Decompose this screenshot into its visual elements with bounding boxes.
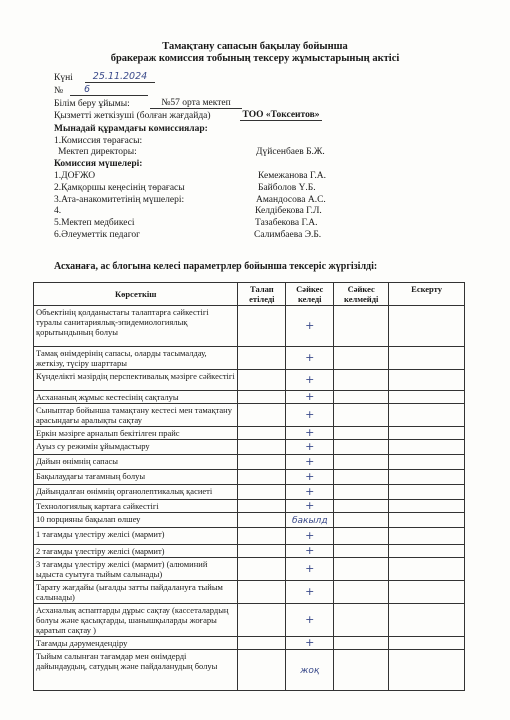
- number-value[interactable]: 6: [70, 84, 148, 96]
- row-label: Ауыз су режимін ұйымдастыру: [34, 440, 238, 455]
- cell-compliant[interactable]: +: [286, 545, 334, 558]
- date-label: Күні: [54, 73, 73, 83]
- cell-compliant[interactable]: +: [286, 500, 334, 513]
- table-row: [34, 558, 465, 581]
- header-required: Талап етіледі: [238, 283, 286, 306]
- cell-compliant[interactable]: +: [286, 637, 334, 650]
- member-name: Кемежанова Г.А.: [258, 171, 327, 181]
- cell-compliant[interactable]: [286, 650, 334, 691]
- cell-required[interactable]: [238, 558, 286, 581]
- row-label: 2 тағамды үлестіру желісі (мармит): [34, 545, 238, 558]
- table-row: [34, 470, 465, 485]
- handwritten-mark: бакылд: [291, 515, 328, 526]
- member-name: Байболов Ү.Б.: [258, 183, 316, 193]
- members-heading: Комиссия мүшелері:: [54, 159, 143, 169]
- cell-note[interactable]: [389, 485, 465, 500]
- row-label: Тағамды дәрумендендіру: [34, 637, 238, 650]
- member-role: 3.Ата-анакомитетінің мүшелері:: [54, 195, 185, 205]
- cell-noncompliant[interactable]: [334, 604, 389, 637]
- table-row: [34, 440, 465, 455]
- cell-noncompliant[interactable]: [334, 650, 389, 691]
- cell-noncompliant[interactable]: [334, 581, 389, 604]
- table-row: [34, 347, 465, 370]
- cell-compliant[interactable]: +: [286, 404, 334, 427]
- cell-required[interactable]: [238, 347, 286, 370]
- cell-note[interactable]: [389, 545, 465, 558]
- cell-note[interactable]: [389, 347, 465, 370]
- school-label: Білім беру ұйымы:: [54, 99, 130, 109]
- member-name: Тазабекова Г.А.: [255, 218, 318, 228]
- commission-heading: Мынадай құрамдағы комиссиялар:: [54, 124, 208, 134]
- cell-noncompliant[interactable]: [334, 404, 389, 427]
- cell-note[interactable]: [389, 370, 465, 391]
- cell-compliant[interactable]: +: [286, 455, 334, 470]
- member-role: 6.Әлеуметтік педагог: [54, 230, 141, 240]
- cell-note[interactable]: [389, 470, 465, 485]
- member-role: 1.ДОҒЖО: [54, 171, 96, 181]
- table-row: [34, 545, 465, 558]
- member-name: Келдібекова Г.Л.: [255, 206, 322, 216]
- row-label: 10 порцияны бақылап өлшеу: [34, 513, 238, 528]
- cell-noncompliant[interactable]: [334, 306, 389, 347]
- cell-noncompliant[interactable]: [334, 500, 389, 513]
- cell-required[interactable]: [238, 513, 286, 528]
- number-label: №: [54, 86, 64, 96]
- cell-required[interactable]: [238, 470, 286, 485]
- cell-compliant[interactable]: +: [286, 558, 334, 581]
- cell-compliant[interactable]: +: [286, 306, 334, 347]
- row-label: Бақылаудағы тағамның болуы: [34, 470, 238, 485]
- director-label: Мектеп директоры:: [58, 147, 137, 157]
- cell-required[interactable]: [238, 545, 286, 558]
- row-label: Тарату жағдайы (ығалды затты пайдалануға тыйым салынады): [34, 581, 238, 604]
- row-label: Күнделікті мәзірдің перспективалық мәзірге сәйкестігі: [34, 370, 238, 391]
- cell-noncompliant[interactable]: [334, 545, 389, 558]
- member-name: Салимбаева Э.Б.: [254, 230, 322, 240]
- table-row: [34, 604, 465, 637]
- header-noncompliant: Сәйкес келмейді: [334, 283, 389, 306]
- cell-compliant[interactable]: +: [286, 427, 334, 440]
- table-row: [34, 404, 465, 427]
- cell-note[interactable]: [389, 306, 465, 347]
- header-compliant: Сәйкес келеді: [286, 283, 334, 306]
- row-label: Сыныптар бойынша тамақтану кестесі мен тамақтану арасындағы аралықты сақтау: [34, 404, 238, 427]
- cell-noncompliant[interactable]: [334, 470, 389, 485]
- cell-noncompliant[interactable]: [334, 637, 389, 650]
- table-row: [34, 513, 465, 528]
- cell-note[interactable]: [389, 650, 465, 691]
- cell-compliant[interactable]: +: [286, 581, 334, 604]
- member-role: 2.Қамқоршы кеңесінің төрағасы: [54, 183, 185, 193]
- cell-required[interactable]: [238, 440, 286, 455]
- row-label: Дайын өнімнің сапасы: [34, 455, 238, 470]
- table-row: [34, 500, 465, 513]
- cell-noncompliant[interactable]: [334, 513, 389, 528]
- cell-required[interactable]: [238, 528, 286, 545]
- row-label: 1 тағамды үлестіру желісі (мармит): [34, 528, 238, 545]
- row-label: Асханалық аспаптарды дұрыс сақтау (кассеталардың болуы және қасықтарды, шанышқыларды жоғары қаратып сақтау ): [34, 604, 238, 637]
- cell-note[interactable]: [389, 558, 465, 581]
- cell-note[interactable]: [389, 427, 465, 440]
- cell-compliant[interactable]: +: [286, 391, 334, 404]
- cell-required[interactable]: [238, 370, 286, 391]
- inspection-table: [33, 282, 465, 691]
- cell-note[interactable]: [389, 404, 465, 427]
- row-label: Дайындалған өнімнің органолептикалық қасиеті: [34, 485, 238, 500]
- table-row: [34, 485, 465, 500]
- cell-note[interactable]: [389, 604, 465, 637]
- cell-required[interactable]: [238, 427, 286, 440]
- cell-compliant[interactable]: +: [286, 528, 334, 545]
- cell-noncompliant[interactable]: [334, 440, 389, 455]
- member-role: 5.Мектеп медбикесі: [54, 218, 135, 228]
- member-role: 4.: [54, 206, 62, 216]
- cell-noncompliant[interactable]: [334, 455, 389, 470]
- table-row: [34, 637, 465, 650]
- cell-note[interactable]: [389, 455, 465, 470]
- table-row: [34, 427, 465, 440]
- cell-required[interactable]: [238, 404, 286, 427]
- date-value[interactable]: 25.11.2024: [85, 71, 155, 83]
- supplier-label: [54, 111, 211, 121]
- cell-required[interactable]: [238, 455, 286, 470]
- cell-compliant[interactable]: +: [286, 604, 334, 637]
- cell-noncompliant[interactable]: [334, 370, 389, 391]
- act-title-line1: Тамақтану сапасын бақылау бойынша: [162, 41, 348, 52]
- cell-required[interactable]: [238, 306, 286, 347]
- supplier-label-text: Қызметті жеткізуші (болған жағдайда): [54, 111, 211, 121]
- cell-note[interactable]: [389, 528, 465, 545]
- director-name: Дүйсенбаев Б.Ж.: [256, 147, 325, 157]
- cell-required[interactable]: [238, 604, 286, 637]
- table-row: [34, 391, 465, 404]
- table-row: [34, 306, 465, 347]
- cell-required[interactable]: [238, 637, 286, 650]
- supplier-value: ТОО «Токсеитов»: [240, 110, 322, 121]
- cell-compliant[interactable]: +: [286, 370, 334, 391]
- cell-compliant[interactable]: +: [286, 470, 334, 485]
- row-label: Тыйым салынған тағамдар мен өнімдерді дайындаудың, сатудың және пайдаланудың болуы: [34, 650, 238, 691]
- cell-required[interactable]: [238, 485, 286, 500]
- cell-noncompliant[interactable]: [334, 347, 389, 370]
- cell-note[interactable]: [389, 391, 465, 404]
- chair-label: 1.Комиссия төрағасы:: [54, 136, 143, 146]
- cell-noncompliant[interactable]: [334, 528, 389, 545]
- cell-compliant[interactable]: +: [286, 347, 334, 370]
- cell-required[interactable]: [238, 650, 286, 691]
- handwritten-mark: жоқ: [300, 665, 320, 676]
- cell-compliant[interactable]: +: [286, 440, 334, 455]
- cell-note[interactable]: [389, 500, 465, 513]
- cell-required[interactable]: [238, 500, 286, 513]
- act-title-line2: бракераж комиссия тобының тексеру жұмыстарының актісі: [110, 53, 400, 64]
- cell-note[interactable]: [389, 440, 465, 455]
- row-label: Еркін мәзірге арналып бекітілген прайс: [34, 427, 238, 440]
- school-value: №57 орта мектеп: [150, 98, 242, 109]
- table-row: [34, 581, 465, 604]
- member-name: Амандосова А.С.: [256, 195, 326, 205]
- cell-noncompliant[interactable]: [334, 427, 389, 440]
- section-heading: Асханаға, ас блогына келесі параметрлер бойынша тексеріс жүргізілді:: [54, 261, 378, 272]
- table-row: [34, 455, 465, 470]
- cell-noncompliant[interactable]: [334, 558, 389, 581]
- row-label: Технологиялық картаға сәйкестігі: [34, 500, 238, 513]
- row-label: Объектінің қолданыстағы талаптарға сәйкестігі туралы санитариялық-эпидемиологиялық қорытындының болуы: [34, 306, 238, 347]
- table-row: [34, 650, 465, 691]
- table-row: [34, 528, 465, 545]
- cell-note[interactable]: [389, 637, 465, 650]
- cell-required[interactable]: [238, 581, 286, 604]
- row-label: Асхананың жұмыс кестесінің сақталуы: [34, 391, 238, 404]
- header-indicator: Көрсеткіш: [34, 283, 238, 306]
- header-note: Ескерту: [389, 283, 465, 306]
- table-header-row: [34, 283, 465, 306]
- cell-noncompliant[interactable]: [334, 485, 389, 500]
- table-row: [34, 370, 465, 391]
- cell-note[interactable]: [389, 581, 465, 604]
- cell-required[interactable]: [238, 391, 286, 404]
- cell-noncompliant[interactable]: [334, 391, 389, 404]
- cell-compliant[interactable]: [286, 513, 334, 528]
- cell-note[interactable]: [389, 513, 465, 528]
- row-label: 3 тағамды үлестіру желісі (мармит) (алюминий ыдыста суытуға тыйым салынады): [34, 558, 238, 581]
- row-label: Тамақ өнімдерінің сапасы, оларды тасымалдау, жеткізу, түсіру шарттары: [34, 347, 238, 370]
- cell-compliant[interactable]: +: [286, 485, 334, 500]
